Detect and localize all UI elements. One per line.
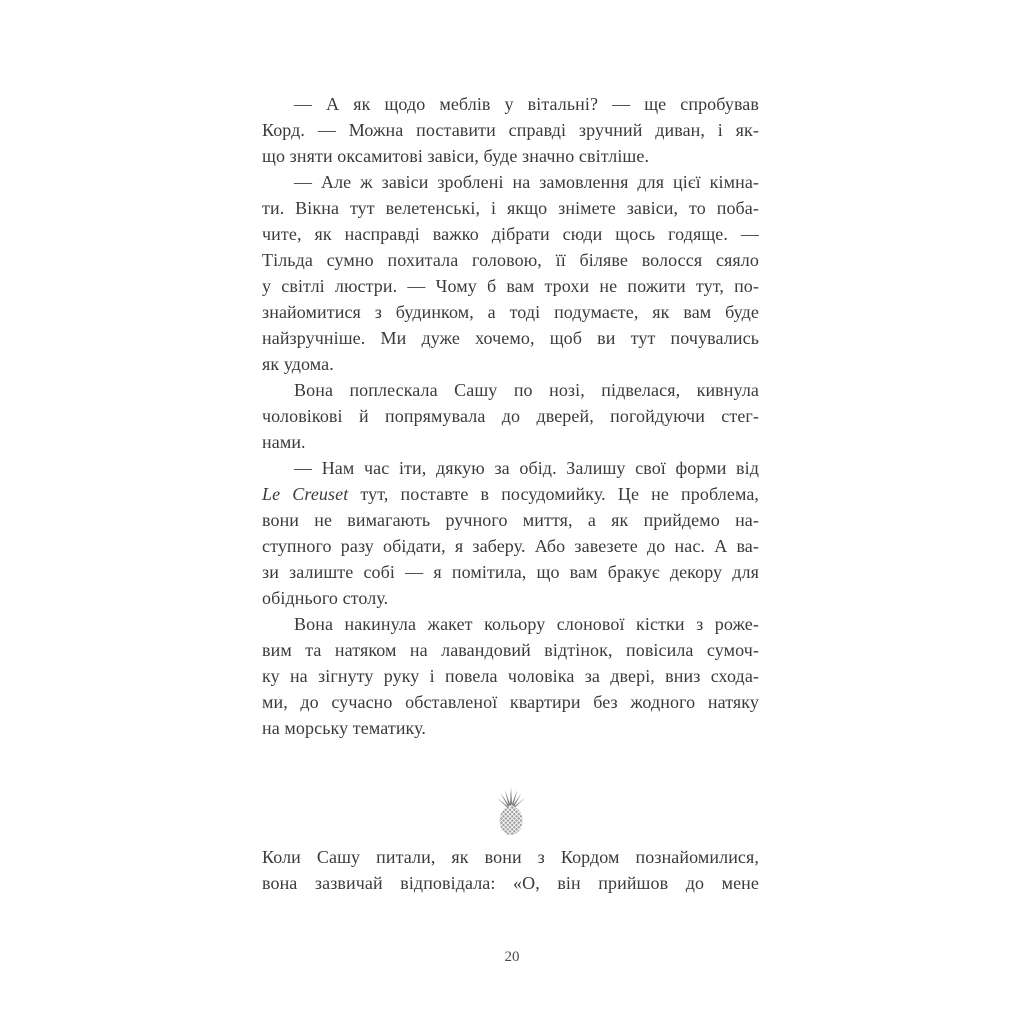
text-line: вони не вимагають ручного миття, а як прийдемо на- bbox=[262, 510, 759, 530]
paragraphs-before-break bbox=[262, 91, 759, 741]
text-line: вим та натяком на лавандовий відтінок, повісила сумоч- bbox=[262, 640, 759, 660]
text-line: — Нам час іти, дякую за обід. Залишу свої форми від bbox=[294, 458, 759, 478]
section-divider bbox=[262, 786, 759, 836]
text-line: знайомитися з будинком, а тоді подумаєте, як вам буде bbox=[262, 302, 759, 322]
text-line: — Але ж завіси зроблені на замовлення для цієї кімна- bbox=[294, 172, 759, 192]
text-line: зи залиште собі — я помітила, що вам бракує декору для bbox=[262, 562, 759, 582]
page-number: 20 bbox=[504, 949, 520, 965]
text-line: у світлі люстри. — Чому б вам трохи не пожити тут, по- bbox=[262, 276, 759, 296]
text-line: що зняти оксамитові завіси, буде значно світліше. bbox=[262, 146, 650, 166]
text-line: Тільда сумно похитала головою, її біляве волосся сяяло bbox=[262, 250, 759, 270]
text-line: вона зазвичай відповідала: «О, він прийшов до мене bbox=[262, 873, 759, 893]
text-line: ти. Вікна тут велетенські, і якщо знімете завіси, то поба- bbox=[262, 198, 759, 218]
text-column bbox=[262, 91, 759, 896]
text-line: Вона поплескала Сашу по нозі, підвелася, кивнула bbox=[294, 380, 759, 400]
text-line: Коли Сашу питали, як вони з Кордом познайомилися, bbox=[262, 847, 759, 867]
text-line: Вона накинула жакет кольору слонової кістки з роже- bbox=[294, 614, 759, 634]
text-line: нами. bbox=[262, 432, 306, 452]
text-line: Корд. — Можна поставити справді зручний диван, і як- bbox=[262, 120, 759, 140]
text-line: ку на зігнуту руку і повела чоловіка за двері, вниз схода- bbox=[262, 666, 759, 686]
text-line: як удома. bbox=[262, 354, 334, 374]
text-line: чоловікові й попрямувала до дверей, погойдуючи стег- bbox=[262, 406, 759, 426]
text-line: обіднього столу. bbox=[262, 588, 389, 608]
text-line: чите, як насправді важко дібрати сюди щось годяще. — bbox=[262, 224, 759, 244]
paragraphs-after-break bbox=[262, 844, 759, 896]
text-line: ми, до сучасно обставленої квартири без жодного натяку bbox=[262, 692, 759, 712]
text-line: — А як щодо меблів у вітальні? — ще спробував bbox=[294, 94, 759, 114]
pineapple-icon bbox=[492, 786, 530, 836]
text-line: найзручніше. Ми дуже хочемо, щоб ви тут почувались bbox=[262, 328, 759, 348]
text-line: Le Creuset тут, поставте в посудомийку. Це не проблема, bbox=[262, 484, 760, 504]
text-line: ступного разу обідати, я заберу. Або завезете до нас. А ва- bbox=[262, 536, 759, 556]
text-line: на морську тематику. bbox=[262, 718, 427, 738]
